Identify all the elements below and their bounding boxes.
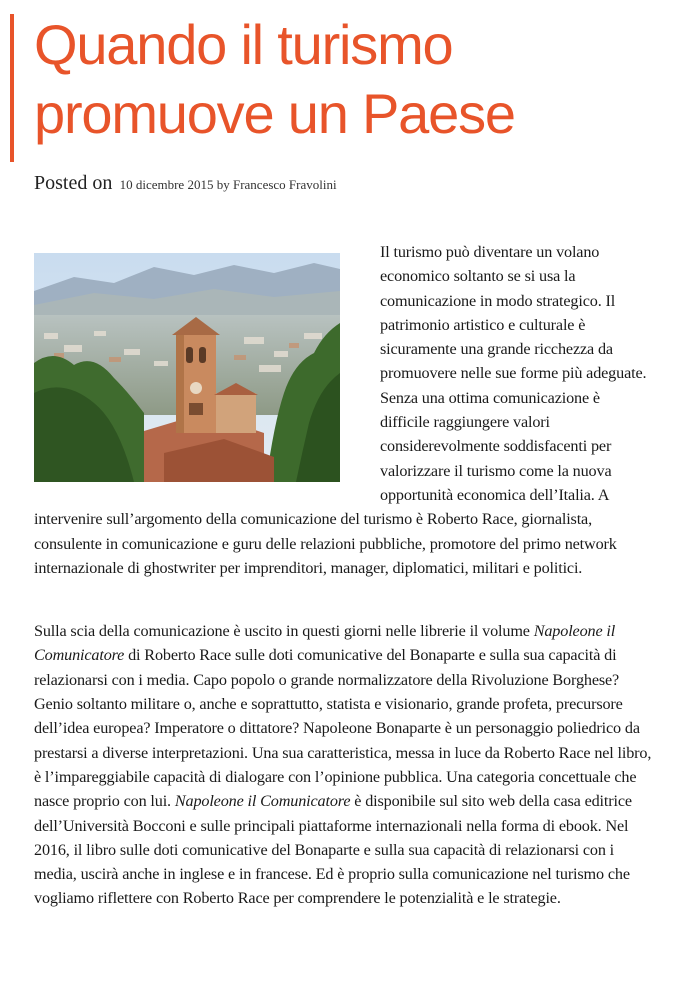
- post-date[interactable]: 10 dicembre 2015: [119, 177, 214, 192]
- paragraph-2-text-2: di Roberto Race sulle doti comunicative del Bonaparte e sulla sua capacità di relazionarsi con i media. Capo popolo o grande normalizzatore della Rivoluzione Borghese? Genio soltanto militare o, anche e soprattutto, statista e visionario, grande profeta, precursore dell’idea europea? Imperatore o dittatore? Napoleone Bonaparte è un personaggio poliedrico da prestarsi a diverse interpretazioni. Una sua caratteristica, messa in luce da Roberto Race nel libro, è l’impareggiabile capacità di dialogare con l’opinione pubblica. Una categoria concettuale che nasce proprio con lui.: [34, 646, 652, 811]
- book-title: Napoleone il Comunicatore: [34, 622, 616, 665]
- article-content: [34, 240, 652, 911]
- article-title: Quando il turismo promuove un Paese: [34, 13, 515, 145]
- post-meta: [34, 172, 337, 195]
- article-photo: [34, 253, 340, 482]
- paragraph-2-text-1: Sulla scia della comunicazione è uscito in questi giorni nelle librerie il volume: [34, 622, 534, 641]
- article-paragraph-2: [34, 619, 652, 911]
- by-label: by: [216, 177, 230, 192]
- title-accent-bar: [10, 14, 14, 162]
- town-bell-tower-image: [34, 253, 340, 482]
- book-title: Napoleone il Comunicatore: [174, 792, 351, 811]
- article-paragraph-1: Il turismo può diventare un volano economico soltanto se si usa la comunicazione in modo strategico. Il patrimonio artistico e culturale è sicuramente una grande ricchezza da promuovere nelle sue forme più adeguate. Senza una ottima comunicazione è difficile raggiungere valori considerevolmente soddisfacenti per valorizzare il turismo come la nuova opportunità economica dell’Italia. A intervenire sull’argomento della comunicazione del turismo è Roberto Race, giornalista, consulente in comunicazione e guru delle relazioni pubbliche, promotore del primo network internazionale di ghostwriter per imprenditori, manager, diplomatici, militari e politici.: [34, 243, 647, 577]
- posted-on-label: Posted on: [34, 172, 113, 194]
- post-author[interactable]: Francesco Fravolini: [232, 177, 337, 192]
- paragraph-2-text-3: è disponibile sul sito web della casa editrice dell’Università Bocconi e sulle principali piattaforme internazionali nella forma di ebook. Nel 2016, il libro sulle doti comunicative del Bonaparte e sulla sua capacità di relazionarsi con i media, uscirà anche in inglese e in francese. Ed è proprio sulla comunicazione nel turismo che vogliamo riflettere con Roberto Race per comprendere le potenzialità e le strategie.: [34, 792, 632, 908]
